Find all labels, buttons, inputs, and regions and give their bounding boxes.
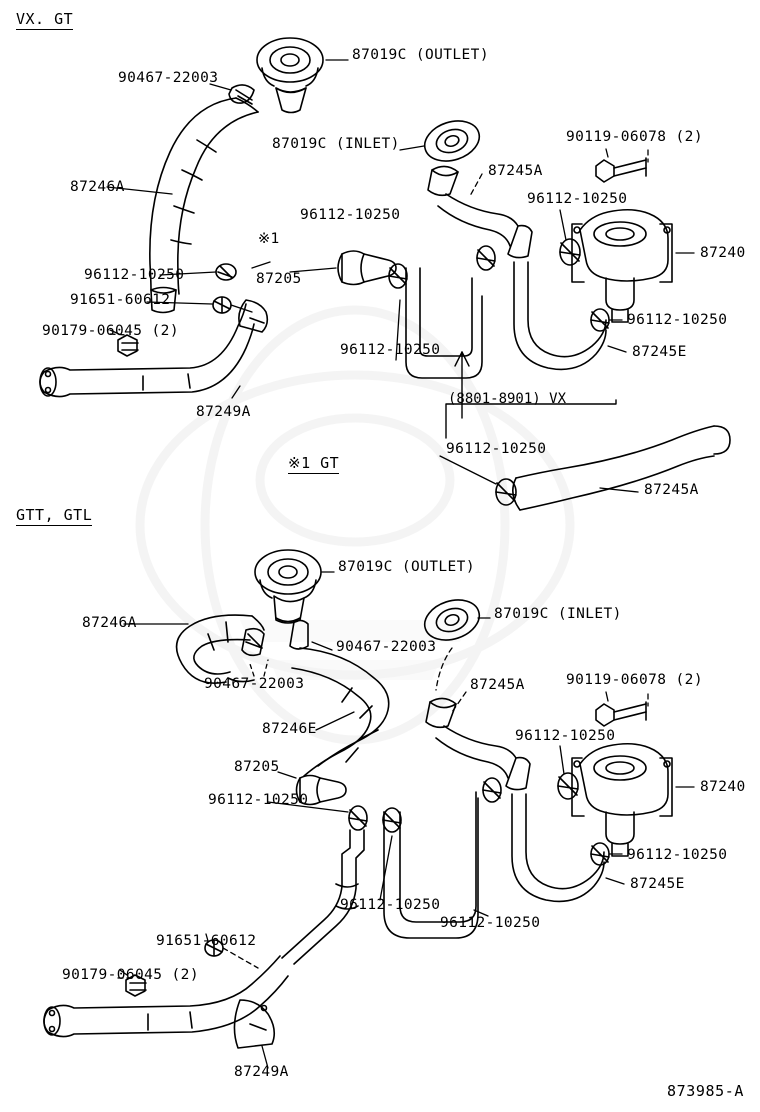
label-96112-10250-right: 96112-10250 <box>446 441 547 457</box>
label-87240-bot: 87240 <box>700 779 746 795</box>
label-90119-06078-top: 90119-06078 (2) <box>566 129 703 145</box>
label-87240-top: 87240 <box>700 245 746 261</box>
label-96112-10250-top-m: 96112-10250 <box>340 342 441 358</box>
section-header-vx-gt: VX. GT <box>16 10 74 28</box>
label-87246a-top: 87246A <box>70 179 125 195</box>
label-90119-06078-bot: 90119-06078 (2) <box>566 672 703 688</box>
star-marker: ※1 <box>258 231 280 247</box>
label-90179-06045-bot: 90179-06045 (2) <box>62 967 199 983</box>
label-87249a-bot: 87249A <box>234 1064 289 1080</box>
label-87245a-bot: 87245A <box>470 677 525 693</box>
label-87205-bot: 87205 <box>234 759 280 775</box>
label-90467-22003-bot-l: 90467-22003 <box>204 676 305 692</box>
label-96112-10250-top-b: 96112-10250 <box>627 312 728 328</box>
label-87245a-right: 87245A <box>644 482 699 498</box>
label-87019c-inlet-bot: 87019C (INLET) <box>494 606 622 622</box>
label-87245e-bot: 87245E <box>630 876 685 892</box>
label-87019c-outlet-bot: 87019C (OUTLET) <box>338 559 475 575</box>
label-96112-10250-top-r: 96112-10250 <box>527 191 628 207</box>
label-91651-60612-bot: 91651-60612 <box>156 933 257 949</box>
label-87019c-outlet-top: 87019C (OUTLET) <box>352 47 489 63</box>
drawing-code: 873985-A <box>666 1082 744 1100</box>
label-96112-10250-bot-c: 96112-10250 <box>440 915 541 931</box>
label-96112-10250-bot-r: 96112-10250 <box>515 728 616 744</box>
note-8801-8901: (8801-8901) VX <box>448 391 567 407</box>
label-90179-06045-top: 90179-06045 (2) <box>42 323 179 339</box>
label-87249a-top: 87249A <box>196 404 251 420</box>
label-87246a-bot: 87246A <box>82 615 137 631</box>
section-header-gtt-gtl: GTT, GTL <box>16 506 93 524</box>
label-96112-10250-bot-l: 96112-10250 <box>208 792 309 808</box>
label-87019c-inlet-top: 87019C (INLET) <box>272 136 400 152</box>
note-star1-gt: ※1 GT <box>288 454 340 472</box>
label-90467-22003-bot-r: 90467-22003 <box>336 639 437 655</box>
label-87245e-top: 87245E <box>632 344 687 360</box>
label-96112-10250-bot-b: 96112-10250 <box>627 847 728 863</box>
label-87205-top: 87205 <box>256 271 302 287</box>
label-96112-10250-top-l: 96112-10250 <box>84 267 185 283</box>
label-87246e-bot: 87246E <box>262 721 317 737</box>
label-87245a-top: 87245A <box>488 163 543 179</box>
label-96112-10250-top-c: 96112-10250 <box>300 207 401 223</box>
label-90467-22003-top: 90467-22003 <box>118 70 219 86</box>
label-96112-10250-bot-m: 96112-10250 <box>340 897 441 913</box>
label-91651-60612-top: 91651-60612 <box>70 292 171 308</box>
